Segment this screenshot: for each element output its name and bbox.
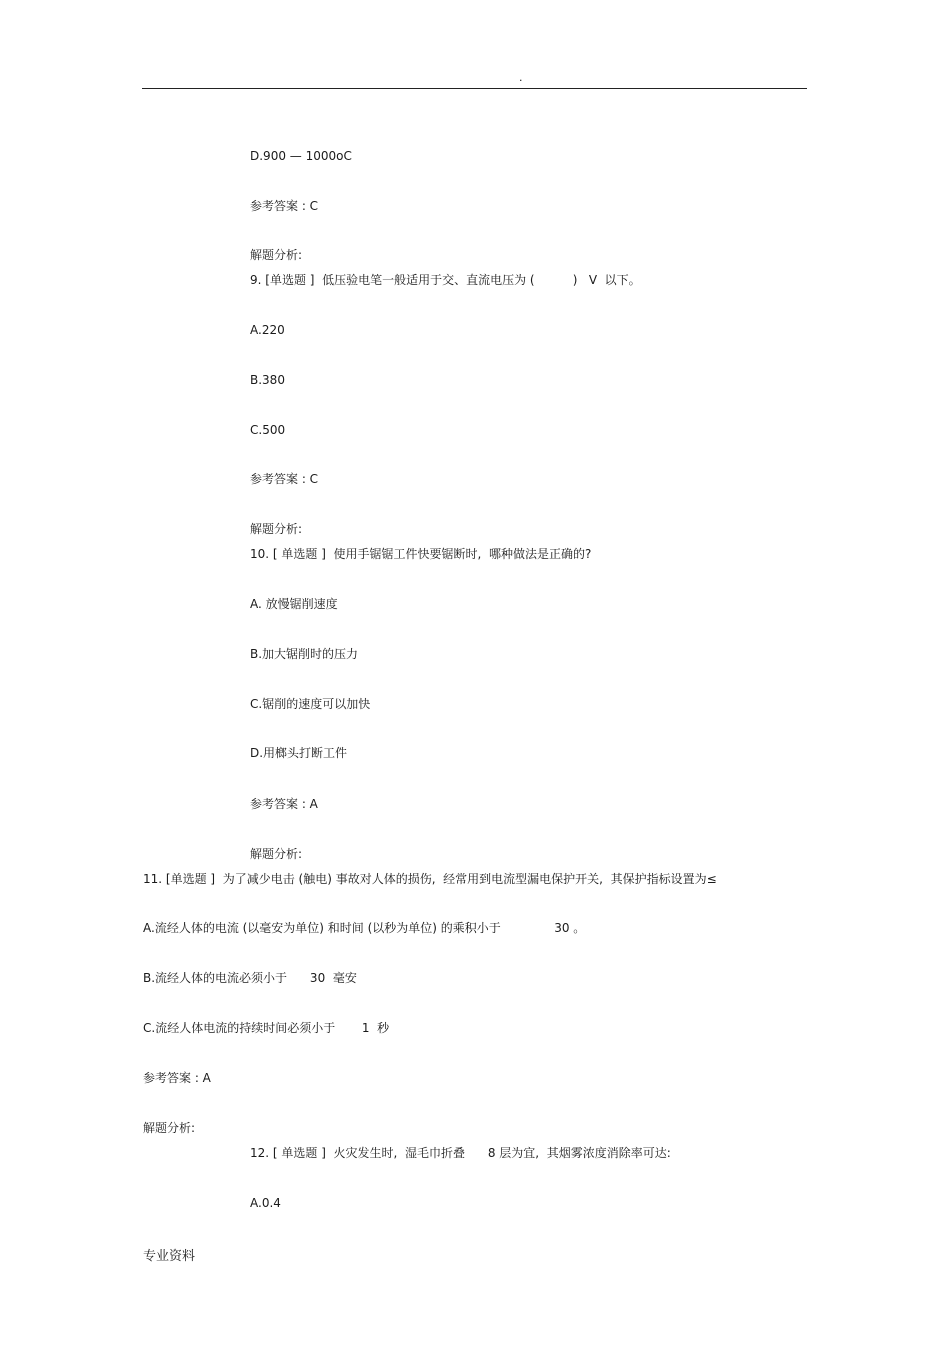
q9-option-b: B.380 [250, 373, 285, 387]
q11-answer: 参考答案 : A [143, 1071, 211, 1085]
q10-option-d: D.用榔头打断工件 [250, 746, 348, 760]
q9-option-a: A.220 [250, 323, 285, 337]
q10-answer: 参考答案 : A [250, 797, 318, 811]
page-footer: 专业资料 [143, 1249, 196, 1264]
q10-analysis: 解题分析: [250, 847, 303, 861]
q9-analysis: 解题分析: [250, 522, 303, 536]
q9-question: 9. [单选题 ] 低压验电笔一般适用于交、直流电压为 ( ) V 以下。 [250, 273, 641, 287]
q10-option-b: B.加大锯削时的压力 [250, 647, 359, 661]
q11-option-c: C.流经人体电流的持续时间必须小于 1 秒 [143, 1021, 390, 1035]
q11-analysis: 解题分析: [143, 1121, 196, 1135]
q8-analysis: 解题分析: [250, 248, 303, 262]
q11-option-b: B.流经人体的电流必须小于 30 毫安 [143, 971, 357, 985]
q11-question: 11. [单选题 ] 为了减少电击 (触电) 事故对人体的损伤, 经常用到电流型漏电保护开关, 其保护指标设置为≤ [143, 872, 717, 886]
q9-option-c: C.500 [250, 423, 286, 437]
q8-answer: 参考答案 : C [250, 199, 319, 213]
q8-option-d: D.900 — 1000oC [250, 149, 352, 163]
q12-question: 12. [ 单选题 ] 火灾发生时, 湿毛巾折叠 8 层为宜, 其烟雾浓度消除率可达: [250, 1146, 671, 1160]
header-rule [142, 88, 807, 89]
q11-option-a: A.流经人体的电流 (以毫安为单位) 和时间 (以秒为单位) 的乘积小于 30 。 [143, 921, 586, 935]
q9-answer: 参考答案 : C [250, 472, 319, 486]
header-mark: . [519, 71, 523, 84]
q10-question: 10. [ 单选题 ] 使用手锯锯工件快要锯断时, 哪种做法是正确的? [250, 547, 592, 561]
q10-option-a: A. 放慢锯削速度 [250, 597, 338, 611]
q10-option-c: C.锯削的速度可以加快 [250, 697, 371, 711]
q12-option-a: A.0.4 [250, 1196, 281, 1210]
